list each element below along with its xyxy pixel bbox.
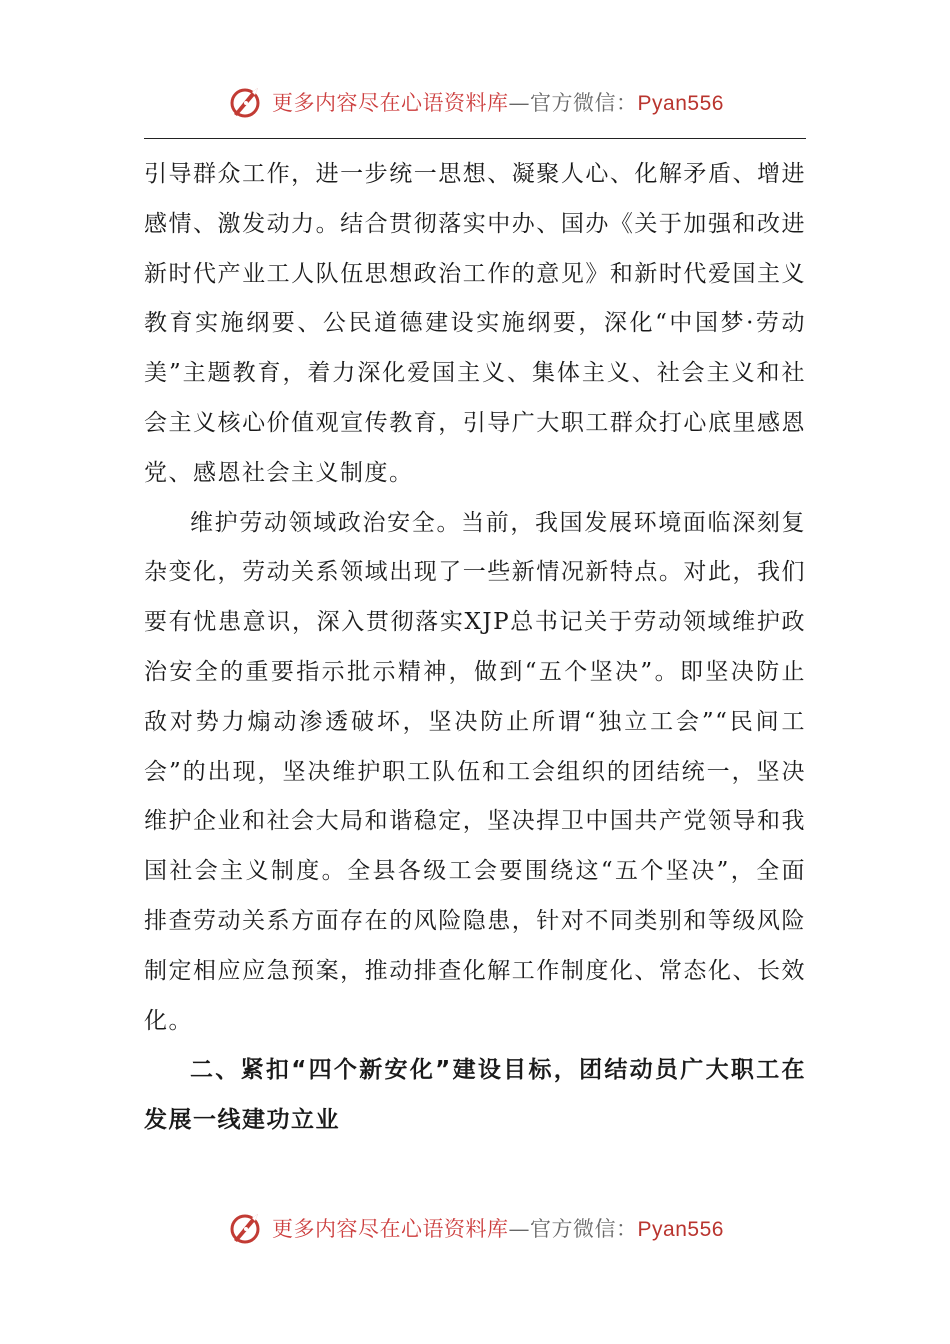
- header-divider: [144, 138, 806, 139]
- banner-site-name: 更多内容尽在心语资料库: [272, 91, 509, 115]
- section-heading: 二、紧扣“四个新安化”建设目标，团结动员广大职工在发展一线建功立业: [144, 1057, 806, 1134]
- footer-banner-inner: [226, 1208, 724, 1248]
- header-banner: [0, 82, 950, 122]
- document-body: [144, 150, 806, 1146]
- banner-site-name: 更多内容尽在心语资料库: [272, 1217, 509, 1241]
- pen-nib-circle-icon: [226, 82, 266, 122]
- footer-banner: [0, 1208, 950, 1248]
- paragraph-1: 引导群众工作，进一步统一思想、凝聚人心、化解矛盾、增进感情、激发动力。结合贯彻落实中办、国办《关于加强和改进新时代产业工人队伍思想政治工作的意见》和新时代爱国主义教育实施纲要、公民道德建设实施纲要，深化“中国梦·劳动美”主题教育，着力深化爱国主义、集体主义、社会主义和社会主义核心价值观宣传教育，引导广大职工群众打心底里感恩党、感恩社会主义制度。: [144, 161, 806, 486]
- header-banner-text: [272, 87, 724, 117]
- footer-banner-text: [272, 1213, 724, 1243]
- banner-wechat-id: Pyan556: [637, 1218, 724, 1241]
- banner-wechat-label: —官方微信：: [508, 1217, 638, 1241]
- paragraph-2: 维护劳动领域政治安全。当前，我国发展环境面临深刻复杂变化，劳动关系领域出现了一些新情况新特点。对此，我们要有忧患意识，深入贯彻落实XJP总书记关于劳动领域维护政治安全的重要指示批示精神，做到“五个坚决”。即坚决防止敌对势力煽动渗透破坏，坚决防止所谓“独立工会”“民间工会”的出现，坚决维护职工队伍和工会组织的团结统一，坚决维护企业和社会大局和谐稳定，坚决捍卫中国共产党领导和我国社会主义制度。全县各级工会要围绕这“五个坚决”，全面排查劳动关系方面存在的风险隐患，针对不同类别和等级风险制定相应应急预案，推动排查化解工作制度化、常态化、长效化。: [144, 509, 806, 1034]
- banner-wechat-label: —官方微信：: [508, 91, 638, 115]
- pen-nib-circle-icon: [226, 1208, 266, 1248]
- banner-wechat-id: Pyan556: [637, 92, 724, 115]
- header-banner-inner: [226, 82, 724, 122]
